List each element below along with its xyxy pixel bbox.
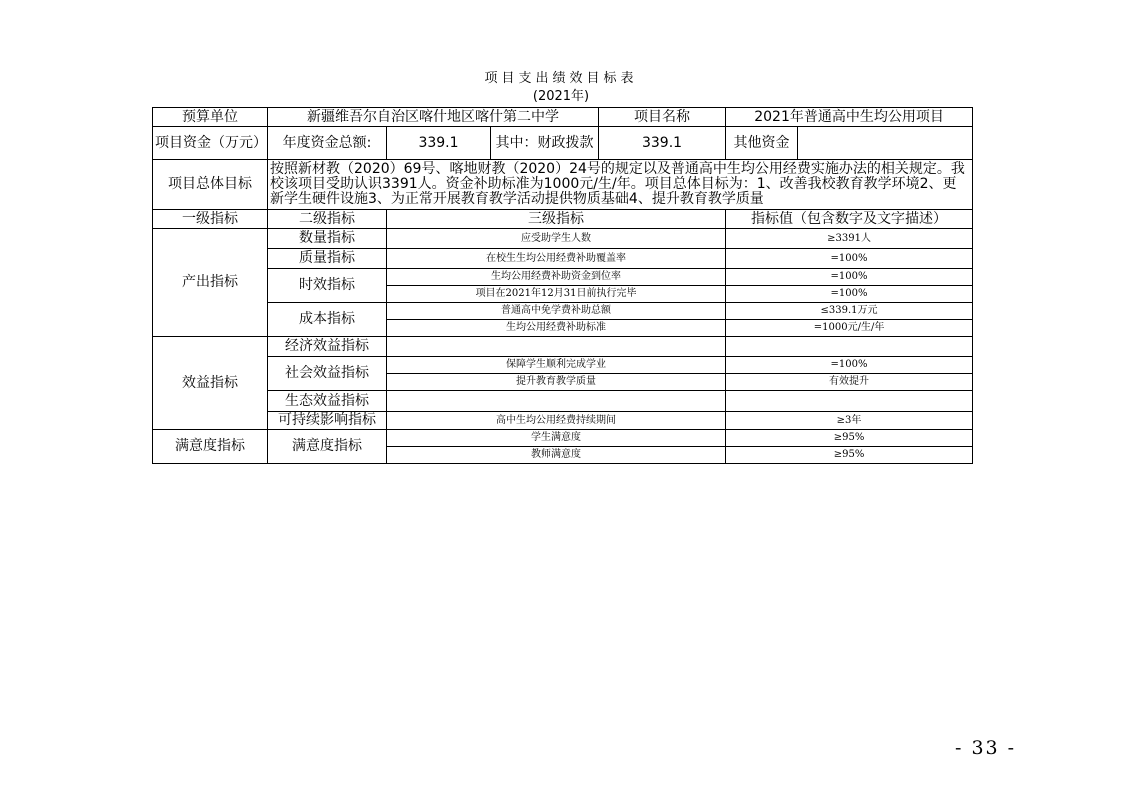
unit-value: 新疆维吾尔自治区喀什地区喀什第二中学 <box>268 108 599 127</box>
indicator-cell: 高中生均公用经费持续期间 <box>387 412 726 430</box>
indicator-cell: 教师满意度 <box>387 447 726 464</box>
value-cell: =100% <box>726 357 973 374</box>
header-level2: 二级指标 <box>268 210 387 229</box>
performance-target-table <box>152 107 973 464</box>
indicator-cell: 生均公用经费补助资金到位率 <box>387 269 726 286</box>
fiscal-value: 339.1 <box>599 127 726 160</box>
value-cell <box>726 391 973 412</box>
sub-economic: 经济效益指标 <box>268 337 387 357</box>
funds-label: 项目资金（万元） <box>153 127 268 160</box>
info-row-unit <box>153 108 973 127</box>
value-cell: ≤339.1万元 <box>726 303 973 320</box>
value-cell: =100% <box>726 269 973 286</box>
goal-row <box>153 160 973 210</box>
indicator-cell: 普通高中免学费补助总额 <box>387 303 726 320</box>
header-value: 指标值（包含数字及文字描述） <box>726 210 973 229</box>
sub-satisfaction: 满意度指标 <box>268 430 387 464</box>
table-row <box>153 412 973 430</box>
value-cell: ≥95% <box>726 447 973 464</box>
table-row <box>153 269 973 286</box>
other-funds-label: 其他资金 <box>726 127 798 160</box>
value-cell: 有效提升 <box>726 374 973 391</box>
annual-total-label: 年度资金总额: <box>268 127 387 160</box>
project-name-label: 项目名称 <box>599 108 726 127</box>
sub-timeliness: 时效指标 <box>268 269 387 303</box>
group-benefit: 效益指标 <box>153 337 268 430</box>
table-row <box>153 337 973 357</box>
table-row <box>153 357 973 374</box>
value-cell: ≥3年 <box>726 412 973 430</box>
table-title: 项目支出绩效目标表 <box>484 71 638 86</box>
indicator-cell: 在校生生均公用经费补助覆盖率 <box>387 249 726 269</box>
indicator-cell: 生均公用经费补助标准 <box>387 320 726 337</box>
page-number: - 33 - <box>955 737 1017 759</box>
project-name-value: 2021年普通高中生均公用项目 <box>726 108 973 127</box>
value-cell: =100% <box>726 286 973 303</box>
indicator-cell: 学生满意度 <box>387 430 726 447</box>
sub-ecological: 生态效益指标 <box>268 391 387 412</box>
indicator-cell: 项目在2021年12月31日前执行完毕 <box>387 286 726 303</box>
group-output: 产出指标 <box>153 229 268 337</box>
goal-label: 项目总体目标 <box>153 160 268 210</box>
unit-label: 预算单位 <box>153 108 268 127</box>
indicator-cell: 提升教育教学质量 <box>387 374 726 391</box>
indicator-cell: 应受助学生人数 <box>387 229 726 249</box>
table-row <box>153 249 973 269</box>
sub-sustainable: 可持续影响指标 <box>268 412 387 430</box>
header-row <box>153 210 973 229</box>
table-year: (2021年) <box>532 89 590 104</box>
info-row-funds <box>153 127 973 160</box>
sub-social: 社会效益指标 <box>268 357 387 391</box>
header-level3: 三级指标 <box>387 210 726 229</box>
annual-total-value: 339.1 <box>387 127 491 160</box>
sub-quantity: 数量指标 <box>268 229 387 249</box>
table-row <box>153 391 973 412</box>
sub-cost: 成本指标 <box>268 303 387 337</box>
other-funds-value <box>798 127 973 160</box>
table-row <box>153 430 973 447</box>
header-level1: 一级指标 <box>153 210 268 229</box>
indicator-cell <box>387 337 726 357</box>
table-row <box>153 229 973 249</box>
sub-quality: 质量指标 <box>268 249 387 269</box>
table-row <box>153 303 973 320</box>
value-cell: ≥3391人 <box>726 229 973 249</box>
indicator-cell <box>387 391 726 412</box>
value-cell <box>726 337 973 357</box>
fiscal-label: 其中：财政拨款 <box>491 127 599 160</box>
value-cell: =1000元/生/年 <box>726 320 973 337</box>
value-cell: ≥95% <box>726 430 973 447</box>
indicator-cell: 保障学生顺利完成学业 <box>387 357 726 374</box>
group-satisfaction: 满意度指标 <box>153 430 268 464</box>
value-cell: =100% <box>726 249 973 269</box>
goal-text: 按照新材教（2020）69号、喀地财教（2020）24号的规定以及普通高中生均公用经费实施办法的相关规定。我校该项目受助认识3391人。资金补助标准为1000元/生/年。项目总体目标为：1、改善我校教育教学环境2、更新学生硬件设施3、为正常开展教育教学活动提供物质基础4、提升教育教学质量 <box>268 160 973 210</box>
